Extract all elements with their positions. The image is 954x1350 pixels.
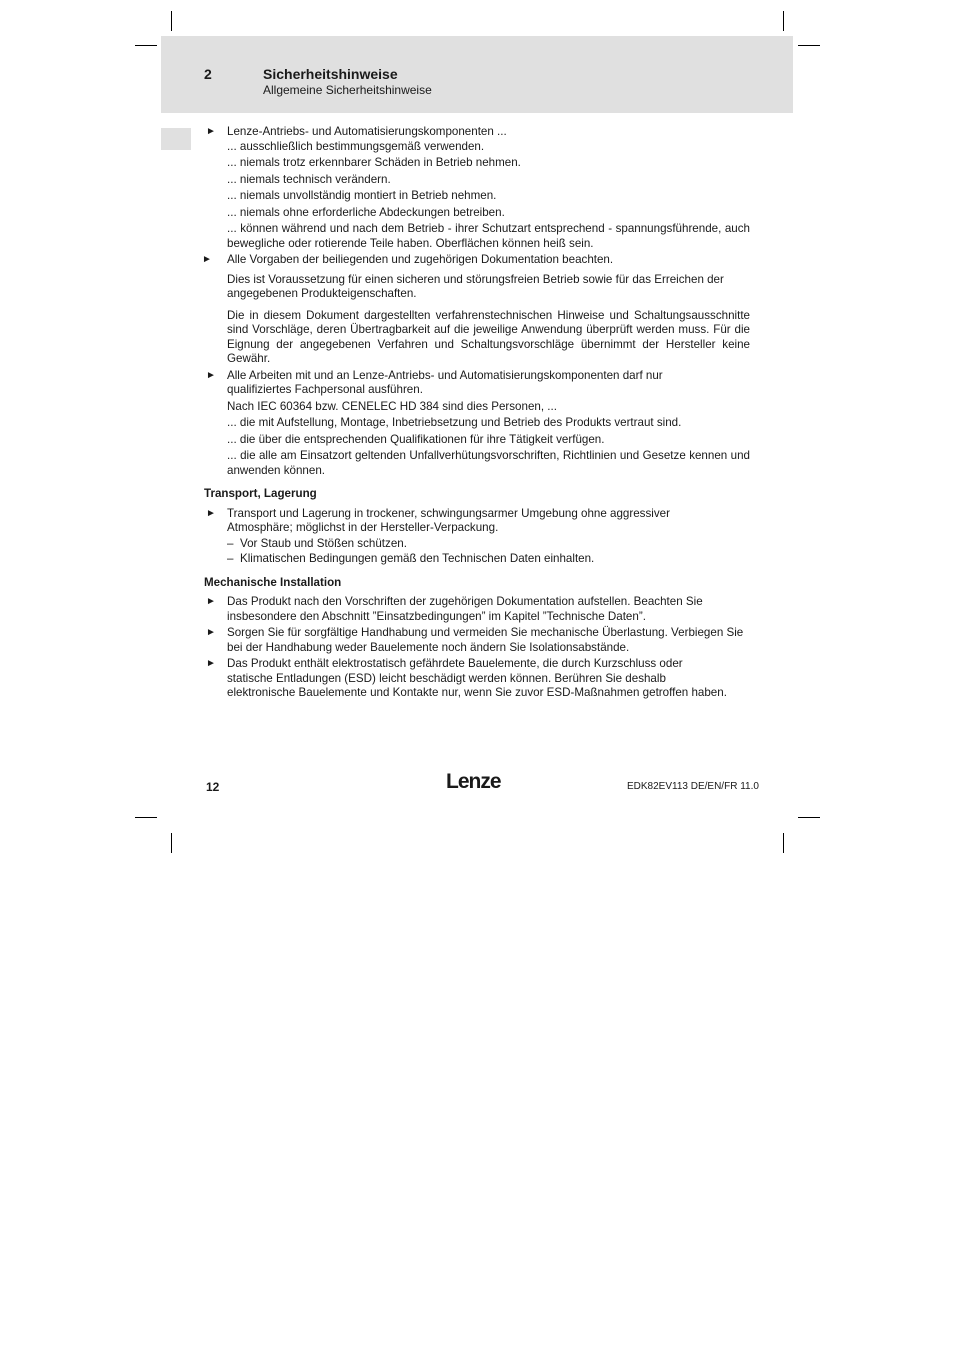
paragraph: Dies ist Voraussetzung für einen sicheren und störungsfreien Betrieb sowie für das Erreichen der angegebenen Produkteigenschaften. — [227, 272, 724, 300]
list-item: ... können während und nach dem Betrieb - ihrer Schutzart entsprechend - spannungsführende, auch bewegliche oder rotierende Teile haben. Oberflächen können heiß sein. — [227, 222, 750, 250]
crop-mark — [798, 817, 820, 818]
list-item: ... ausschließlich bestimmungsgemäß verwenden. — [227, 139, 485, 153]
paragraph: Nach IEC 60364 bzw. CENELEC HD 384 sind dies Personen, ... — [227, 399, 557, 413]
list-item: ... die über die entsprechenden Qualifikationen für ihre Tätigkeit verfügen. — [227, 432, 605, 446]
chapter-title: Sicherheitshinweise — [263, 66, 398, 82]
arrow-bullet-icon: ► — [206, 658, 216, 669]
side-tab-marker — [161, 128, 191, 150]
list-item: ... die alle am Einsatzort geltenden Unfallverhütungsvorschriften, Richtlinien und Gesetze kennen und anwenden können. — [227, 449, 750, 477]
bullet-item: ► Sorgen Sie für sorgfältige Handhabung und vermeiden Sie mechanische Überlastung. Verbiegen Sie bei der Handhabung weder Bauelemente noch ändern Sie Isolationsabstände. — [206, 626, 744, 654]
bullet-item: ► Transport und Lagerung in trockener, schwingungsarmer Umgebung ohne aggressiver Atmosphäre; möglichst in der Hersteller-Verpackung. — [206, 506, 670, 534]
list-item: ... die mit Aufstellung, Montage, Inbetriebsetzung und Betrieb des Produkts vertraut sind. — [227, 416, 682, 429]
crop-mark — [171, 11, 172, 31]
arrow-bullet-icon: ► — [206, 126, 216, 137]
crop-mark — [783, 833, 784, 853]
arrow-bullet-icon: ► — [206, 596, 216, 607]
crop-mark — [171, 833, 172, 853]
paragraph: Die in diesem Dokument dargestellten verfahrenstechnischen Hinweise und Schaltungsausschnitte sind Vorschläge, deren Übertragbarkeit auf die jeweilige Anwendung überprüft werden muss. Für die Eignung der angegebenen Verfahren und Schaltungsvorschläge übernimmt der Hersteller keine Gewähr. — [227, 308, 750, 365]
list-item: ... niemals trotz erkennbarer Schäden in Betrieb nehmen. — [227, 156, 521, 169]
bullet-item: ► Alle Arbeiten mit und an Lenze-Antriebs- und Automatisierungskomponenten darf nur qualifiziertes Fachpersonal ausführen. — [206, 368, 663, 396]
crop-mark — [798, 45, 820, 46]
dash-item: – Vor Staub und Stößen schützen. — [227, 536, 407, 550]
lenze-logo: Lenze — [446, 770, 501, 793]
bullet-item: ► Das Produkt nach den Vorschriften der zugehörigen Dokumentation aufstellen. Beachten Sie insbesondere den Abschnitt ”Einsatzbedingungen” im Kapitel ”Technische Daten”. — [206, 595, 703, 623]
list-item: ... niemals ohne erforderliche Abdeckungen betreiben. — [227, 205, 505, 219]
arrow-bullet-icon: ► — [206, 627, 216, 638]
section-heading: Transport, Lagerung — [204, 487, 317, 500]
list-item: ... niemals unvollständig montiert in Betrieb nehmen. — [227, 189, 497, 202]
bullet-item: ► Lenze-Antriebs- und Automatisierungskomponenten ... — [206, 125, 507, 138]
arrow-bullet-icon: ► — [206, 507, 216, 519]
crop-mark — [783, 11, 784, 31]
page-number: 12 — [206, 780, 220, 794]
bullet-item: ► Alle Vorgaben der beiliegenden und zugehörigen Dokumentation beachten. — [202, 253, 614, 266]
bullet-item: ► Das Produkt enthält elektrostatisch gefährdete Bauelemente, die durch Kurzschluss oder statische Entladungen (ESD) leicht beschädigt werden können. Berühren Sie deshalb elektronische Bauelemente und Kontakte nur, wenn Sie zuvor ESD-Maßnahmen getroffen haben. — [206, 657, 727, 699]
chapter-number: 2 — [204, 66, 212, 82]
header-band — [161, 36, 793, 113]
crop-mark — [135, 45, 157, 46]
arrow-bullet-icon: ► — [202, 254, 212, 265]
document-id: EDK82EV113 DE/EN/FR 11.0 — [627, 781, 759, 792]
crop-mark — [135, 817, 157, 818]
dash-item: – Klimatischen Bedingungen gemäß den Technischen Daten einhalten. — [227, 552, 595, 565]
arrow-bullet-icon: ► — [206, 369, 216, 381]
section-title: Allgemeine Sicherheitshinweise — [263, 83, 432, 97]
page-content — [204, 125, 750, 701]
section-heading: Mechanische Installation — [204, 575, 342, 589]
list-item: ... niemals technisch verändern. — [227, 172, 391, 186]
